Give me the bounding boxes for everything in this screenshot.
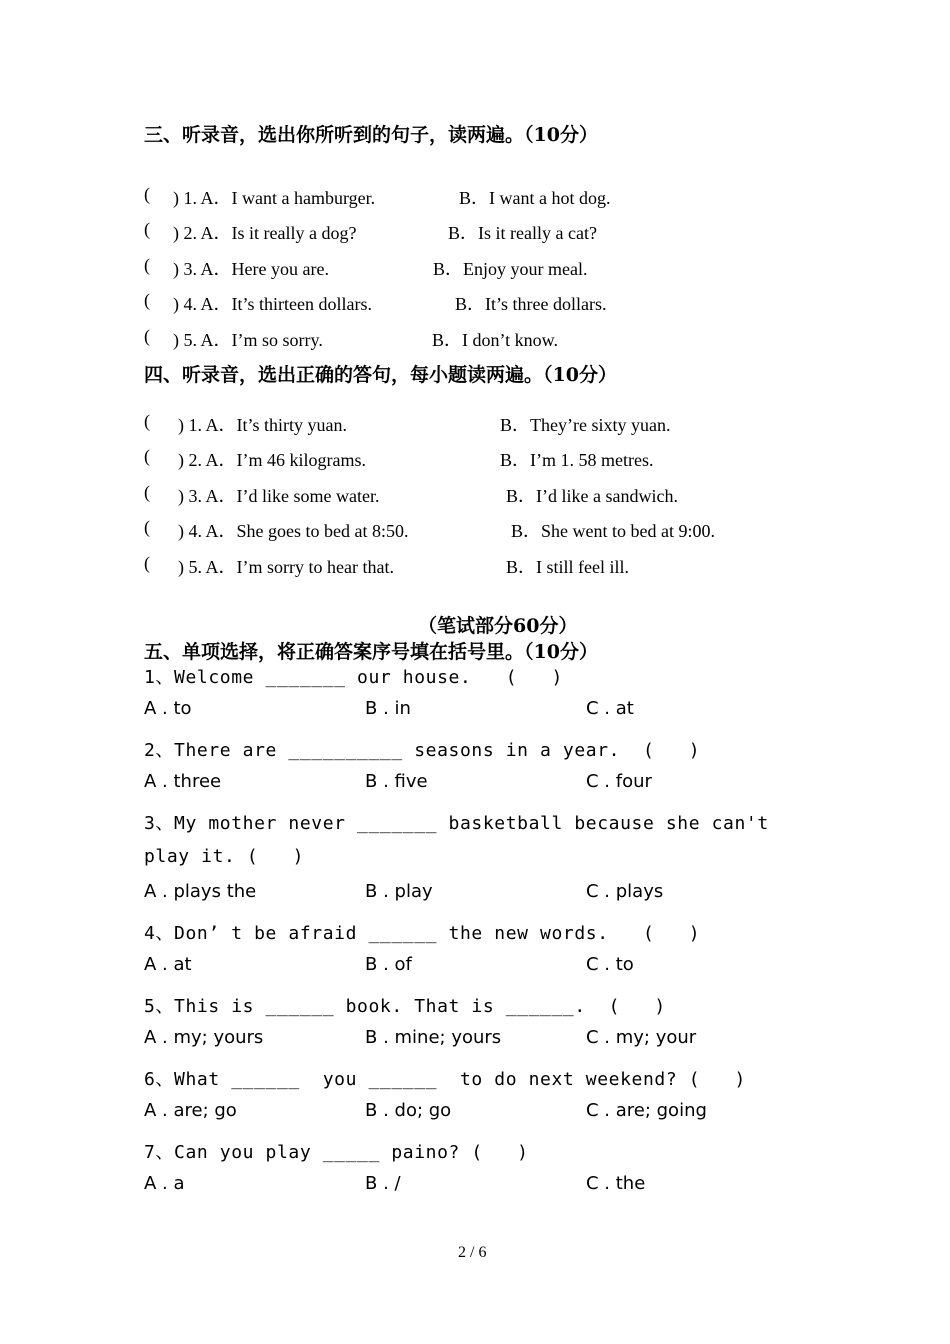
s3-q5-option-a: ) 5. A．I’m so sorry.	[173, 330, 323, 350]
s4-q5-option-b: B．I still feel ill.	[506, 557, 629, 577]
s5-q1-stem: 1、Welcome _______ our house. ( )	[144, 667, 563, 688]
s3-q4-paren: (	[144, 290, 150, 310]
s5-q3-option-b: B . play	[365, 881, 433, 902]
s5-q1-option-a: A . to	[144, 698, 192, 719]
s5-q1-option-c: C . at	[586, 698, 634, 719]
section-5-heading: 五、单项选择，将正确答案序号填在括号里。（10分）	[144, 641, 598, 663]
s5-q4-option-c: C . to	[586, 954, 634, 975]
s3-q1-option-a: ) 1. A．I want a hamburger.	[173, 188, 376, 208]
s4-q3-option-b: B．I’d like a sandwich.	[506, 486, 678, 506]
s3-q4-option-b: B．It’s three dollars.	[455, 294, 607, 314]
s5-q4-option-b: B . of	[365, 954, 412, 975]
s5-q4-option-a: A . at	[144, 954, 192, 975]
s3-q1-option-b: B．I want a hot dog.	[459, 188, 611, 208]
s4-q4-option-a: ) 4. A．She goes to bed at 8:50.	[178, 521, 409, 541]
s5-q2-option-b: B . five	[365, 771, 428, 792]
s4-q5-paren: (	[144, 553, 150, 573]
s5-q5-option-b: B . mine; yours	[365, 1027, 502, 1048]
s4-q4-paren: (	[144, 517, 150, 537]
s5-q5-stem: 5、This is ______ book. That is ______. ( )	[144, 996, 666, 1017]
s4-q2-option-b: B．I’m 1. 58 metres.	[500, 450, 654, 470]
section-4-heading: 四、听录音，选出正确的答句，每小题读两遍。（10分）	[144, 364, 617, 386]
s4-q1-paren: (	[144, 411, 150, 431]
s4-q5-option-a: ) 5. A．I’m sorry to hear that.	[178, 557, 394, 577]
s5-q7-option-a: A . a	[144, 1173, 185, 1194]
s3-q2-paren: (	[144, 219, 150, 239]
s4-q3-paren: (	[144, 482, 150, 502]
s5-q6-option-c: C . are; going	[586, 1100, 707, 1121]
s5-q2-option-a: A . three	[144, 771, 222, 792]
s3-q4-option-a: ) 4. A．It’s thirteen dollars.	[173, 294, 372, 314]
s5-q3-stem-continued: play it. ( )	[144, 846, 305, 867]
s5-q4-stem: 4、Don’ t be afraid ______ the new words. ( )	[144, 923, 701, 944]
s4-q2-option-a: ) 2. A．I’m 46 kilograms.	[178, 450, 366, 470]
s5-q1-option-b: B . in	[365, 698, 411, 719]
written-part-label: （笔试部分60分）	[418, 615, 578, 637]
section-3-heading: 三、听录音，选出你所听到的句子，读两遍。（10分）	[144, 124, 598, 146]
s4-q1-option-a: ) 1. A．It’s thirty yuan.	[178, 415, 347, 435]
s5-q2-stem: 2、There are __________ seasons in a year. ( )	[144, 740, 701, 761]
s5-q7-option-c: C . the	[586, 1173, 646, 1194]
s3-q3-paren: (	[144, 255, 150, 275]
s4-q4-option-b: B．She went to bed at 9:00.	[511, 521, 715, 541]
s5-q7-option-b: B . /	[365, 1173, 401, 1194]
s5-q6-stem: 6、What ______ you ______ to do next weekend? ( )	[144, 1069, 746, 1090]
s3-q2-option-b: B．Is it really a cat?	[448, 223, 597, 243]
s3-q5-option-b: B．I don’t know.	[432, 330, 558, 350]
s3-q1-paren: (	[144, 184, 150, 204]
s5-q5-option-a: A . my; yours	[144, 1027, 264, 1048]
s3-q3-option-b: B．Enjoy your meal.	[433, 259, 588, 279]
s5-q6-option-b: B . do; go	[365, 1100, 452, 1121]
s4-q3-option-a: ) 3. A．I’d like some water.	[178, 486, 380, 506]
s4-q2-paren: (	[144, 446, 150, 466]
s5-q3-option-a: A . plays the	[144, 881, 257, 902]
s5-q3-stem: 3、My mother never _______ basketball because she can't	[144, 813, 769, 834]
s5-q6-option-a: A . are; go	[144, 1100, 237, 1121]
s3-q3-option-a: ) 3. A．Here you are.	[173, 259, 329, 279]
s4-q1-option-b: B．They’re sixty yuan.	[500, 415, 671, 435]
s5-q5-option-c: C . my; your	[586, 1027, 697, 1048]
s5-q2-option-c: C . four	[586, 771, 652, 792]
page-number: 2 / 6	[458, 1244, 487, 1261]
s3-q5-paren: (	[144, 326, 150, 346]
s3-q2-option-a: ) 2. A．Is it really a dog?	[173, 223, 357, 243]
s5-q7-stem: 7、Can you play _____ paino? ( )	[144, 1142, 529, 1163]
s5-q3-option-c: C . plays	[586, 881, 664, 902]
